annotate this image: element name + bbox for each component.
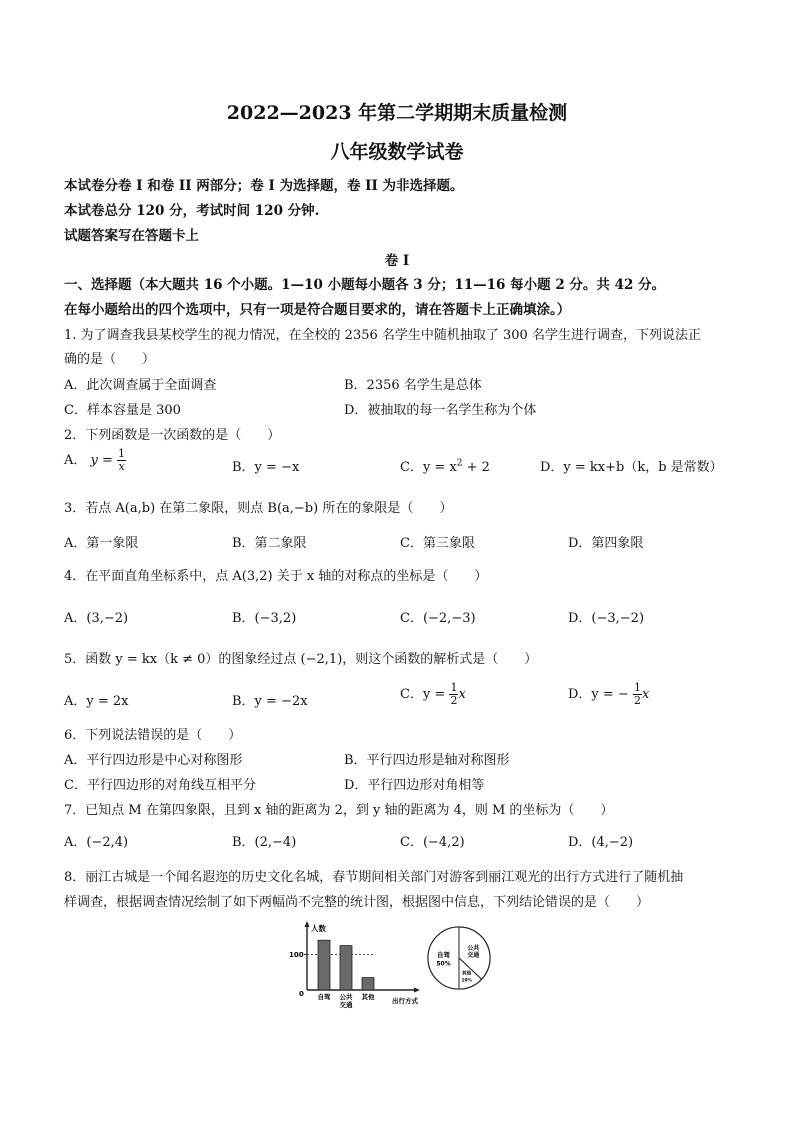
- y-axis-arrow: [305, 921, 310, 927]
- pie-label: 自驾: [437, 951, 450, 959]
- option-c: [400, 682, 466, 707]
- option-d: [568, 682, 649, 707]
- bar: [340, 946, 352, 990]
- math-lhs: y =: [90, 453, 113, 468]
- x-tick-label: 其他: [361, 993, 375, 1001]
- fraction-numerator: 1: [450, 681, 458, 694]
- question-stem: 样调查，根据调查情况绘制了如下两幅尚不完整的统计图，根据图中信息，下列结论错误的是（ ）: [64, 895, 650, 910]
- option-b: B．(2,−4): [232, 835, 297, 850]
- x-tick-label: 自驾: [317, 993, 331, 1001]
- question-stem: 7．已知点 M 在第四象限，且到 x 轴的距离为 2，到 y 轴的距离为 4，则 M 的坐标为（ ）: [64, 803, 614, 818]
- pie-label: 交通: [467, 951, 480, 959]
- option-d: D．平行四边形对角相等: [344, 778, 485, 793]
- question-stem: 6．下列说法错误的是（ ）: [64, 728, 242, 743]
- x-axis-label: 出行方式: [392, 997, 418, 1005]
- option-prefix: A．: [64, 453, 87, 468]
- x-tick-label: 交通: [339, 1001, 353, 1009]
- question-stem: 确的是（ ）: [64, 352, 156, 367]
- option-a: A．(3,−2): [64, 611, 129, 626]
- question-stem: 5．函数 y = kx（k ≠ 0）的图象经过点 (−2,1)，则这个函数的解析式是（ ）: [64, 652, 538, 667]
- option-c: C．(−2,−3): [400, 611, 476, 626]
- option-b: B．(−3,2): [232, 611, 297, 626]
- option-c-suffix: + 2: [462, 460, 490, 475]
- option-c-prefix: C．y = x: [400, 460, 457, 475]
- question-stem: 4．在平面直角坐标系中，点 A(3,2) 关于 x 轴的对称点的坐标是（ ）: [64, 569, 488, 584]
- origin-label: 0: [299, 990, 304, 998]
- option-a: A．平行四边形是中心对称图形: [64, 753, 243, 768]
- option-c: C．(−4,2): [400, 835, 465, 850]
- fraction-numerator: 1: [633, 681, 641, 694]
- part-heading: 在每小题给出的四个选项中，只有一项是符合题目要求的，请在答题卡上正确填涂。）: [64, 302, 571, 318]
- option-b: B．y = −x: [232, 460, 300, 475]
- option-c-prefix: C．y =: [400, 687, 446, 702]
- option-b: B．2356 名学生是总体: [344, 378, 482, 393]
- option-b: B．y = −2x: [232, 694, 308, 709]
- fraction-denominator: x: [118, 460, 125, 473]
- fraction-denominator: 2: [633, 694, 641, 707]
- option-d: D．(4,−2): [568, 835, 634, 850]
- exam-title: 2022—2023 年第二学期期末质量检测: [226, 102, 568, 124]
- option-d: D．被抽取的每一名学生称为个体: [344, 403, 537, 418]
- option-c: C．平行四边形的对角线互相平分: [64, 778, 256, 793]
- question-stem: 8．丽江古城是一个闻名遐迩的历史文化名城，春节期间相关部门对游客到丽江观光的出行方式进行了随机抽: [64, 870, 684, 885]
- question-stem: 3．若点 A(a,b) 在第二象限，则点 B(a,−b) 所在的象限是（ ）: [64, 501, 453, 516]
- y-axis-label: 人数: [311, 924, 326, 933]
- option-a: A．y = 2x: [64, 694, 129, 709]
- option-a: A．此次调查属于全面调查: [64, 378, 217, 393]
- exponent: 2: [456, 458, 463, 469]
- option-a: A．(−2,4): [64, 835, 129, 850]
- fraction: [117, 448, 126, 473]
- x-axis-arrow: [414, 988, 420, 993]
- exam-subtitle: 八年级数学试卷: [330, 141, 464, 163]
- option-a: [64, 448, 126, 473]
- question-stem: 2．下列函数是一次函数的是（ ）: [64, 428, 281, 443]
- bar: [318, 940, 330, 990]
- option-d: D．y = kx+b（k，b 是常数）: [540, 460, 723, 475]
- option-c: C．样本容量是 300: [64, 403, 181, 418]
- option-c-suffix: x: [458, 687, 466, 702]
- fraction: [633, 682, 642, 707]
- instruction-line: 本试卷总分 120 分，考试时间 120 分钟.: [64, 203, 320, 219]
- option-d: D．(−3,−2): [568, 611, 645, 626]
- option-c: [400, 456, 490, 475]
- instruction-line: 试题答案写在答题卡上: [64, 228, 199, 244]
- fraction-denominator: 2: [450, 694, 458, 707]
- pie-label: 公共: [467, 944, 480, 952]
- part-heading: 一、选择题（本大题共 16 个小题。1—10 小题每小题各 3 分；11—16 每小题 2 分。共 42 分。: [64, 277, 666, 293]
- option-a: A．第一象限: [64, 536, 139, 551]
- y-tick-label: 100: [289, 950, 304, 959]
- option-d: D．第四象限: [568, 536, 644, 551]
- question-stem: 1. 为了调查我县某校学生的视力情况，在全校的 2356 名学生中随机抽取了 300 名学生进行调查，下列说法正: [64, 328, 701, 343]
- pie-label: 其他: [461, 971, 472, 977]
- option-b: B．平行四边形是轴对称图形: [344, 753, 510, 768]
- option-d-suffix: x: [641, 687, 650, 702]
- pie-percent: 50%: [436, 960, 451, 968]
- instruction-line: 本试卷分卷 I 和卷 II 两部分；卷 I 为选择题，卷 II 为非选择题。: [64, 178, 464, 194]
- option-c: C．第三象限: [400, 536, 475, 551]
- option-b: B．第二象限: [232, 536, 307, 551]
- section-label: 卷 I: [384, 253, 410, 269]
- pie-percent: 10%: [461, 978, 472, 984]
- option-d-prefix: D．y = −: [568, 687, 629, 702]
- fraction-numerator: 1: [118, 447, 126, 460]
- pie-chart: [424, 918, 496, 1000]
- bar-chart: [285, 918, 425, 1010]
- x-tick-label: 公共: [339, 993, 353, 1001]
- bar: [362, 978, 374, 990]
